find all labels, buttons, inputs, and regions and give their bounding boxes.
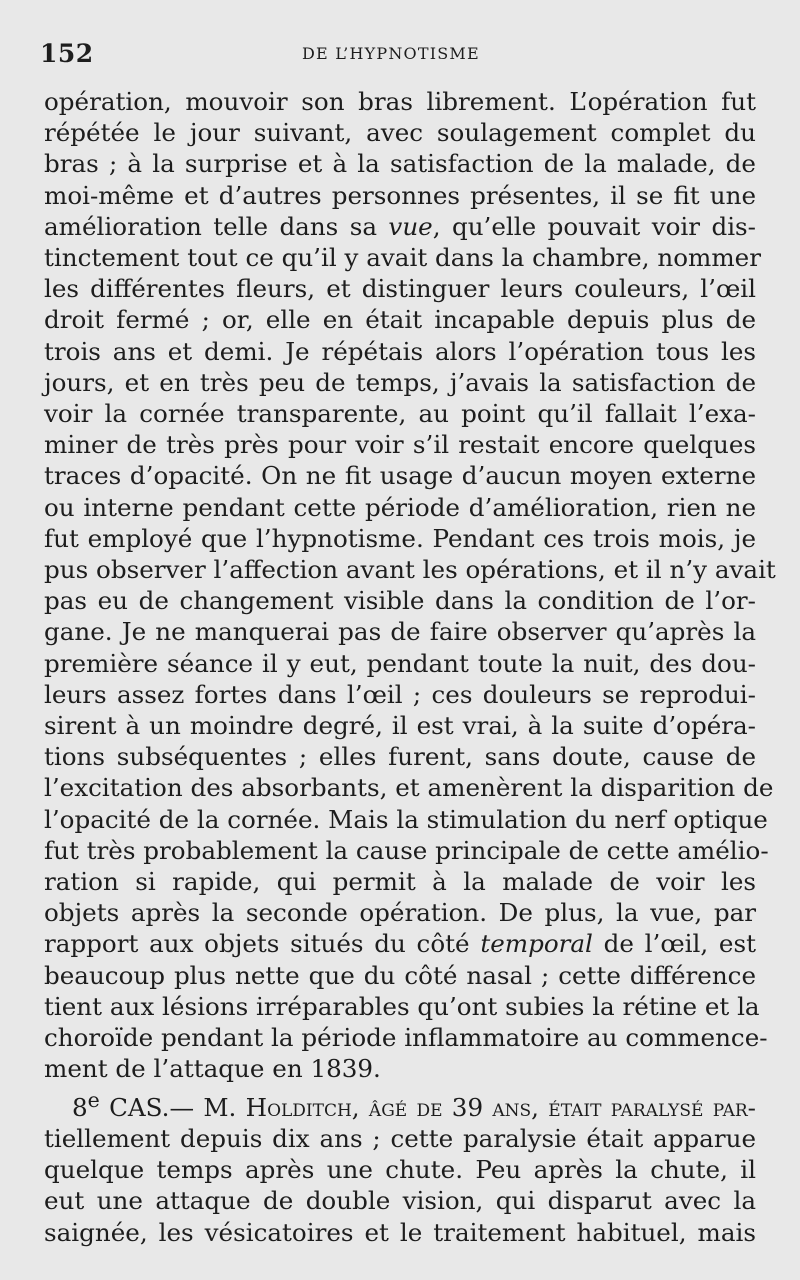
text-line: tiellement depuis dix ans ; cette paralysie était apparue	[44, 1123, 756, 1153]
text-line: pas eu de changement visible dans la condition de l’or-	[44, 586, 756, 616]
text-line: droit fermé ; or, elle en était incapable depuis plus de	[44, 305, 756, 335]
text-line: répétée le jour suivant, avec soulagement complet du	[44, 118, 756, 148]
text-line: ment de l’attaque en 1839.	[44, 1054, 381, 1084]
text-line: première séance il y eut, pendant toute la nuit, des dou-	[44, 648, 756, 678]
text-line: eut une attaque de double vision, qui disparut avec la	[44, 1186, 756, 1216]
text-line: beaucoup plus nette que du côté nasal ; cette différence	[44, 960, 756, 990]
text-line: l’opacité de la cornée. Mais la stimulation du nerf optique	[44, 804, 768, 834]
text-line: jours, et en très peu de temps, j’avais la satisfaction de	[44, 367, 756, 397]
text-line: les différentes fleurs, et distinguer leurs couleurs, l’œil	[44, 274, 756, 304]
text-line: voir la cornée transparente, au point qu’il fallait l’exa-	[44, 399, 756, 429]
text-line: sirent à un moindre degré, il est vrai, à la suite d’opéra-	[44, 711, 756, 741]
text-line: pus observer l’affection avant les opérations, et il n’y avait	[44, 555, 776, 585]
page-header	[40, 38, 758, 70]
text-line: tient aux lésions irréparables qu’ont subies la rétine et la	[44, 991, 760, 1021]
text-line: amélioration telle dans sa vue, qu’elle pouvait voir dis-	[44, 211, 756, 241]
text-line: ou interne pendant cette période d’amélioration, rien ne	[44, 492, 756, 522]
text-line: moi-même et d’autres personnes présentes, il se fit une	[44, 180, 756, 210]
text-line: rapport aux objets situés du côté temporal de l’œil, est	[44, 929, 756, 959]
running-title: DE L’HYPNOTISME	[302, 44, 480, 63]
case-heading-line: 8e CAS.— M. Holditch, âgé de 39 ans, était paralysé par-	[72, 1087, 756, 1122]
italic-word-temporal: temporal	[480, 929, 593, 959]
text-line: tinctement tout ce qu’il y avait dans la chambre, nommer	[44, 243, 761, 273]
text-line: bras ; à la surprise et à la satisfaction de la malade, de	[44, 149, 756, 179]
text-line: saignée, les vésicatoires et le traitement habituel, mais	[44, 1217, 756, 1247]
text-line: fut employé que l’hypnotisme. Pendant ces trois mois, je	[44, 523, 756, 553]
body-text	[44, 86, 776, 1248]
text-line: traces d’opacité. On ne fit usage d’aucun moyen externe	[44, 461, 756, 491]
ordinal-superscript: e	[87, 1087, 100, 1112]
text-line: quelque temps après une chute. Peu après la chute, il	[44, 1155, 756, 1185]
text-line: miner de très près pour voir s’il restait encore quelques	[44, 430, 756, 460]
text-line: tions subséquentes ; elles furent, sans doute, cause de	[44, 742, 756, 772]
text-line: opération, mouvoir son bras librement. L’opération fut	[44, 87, 756, 116]
text-line: gane. Je ne manquerai pas de faire observer qu’après la	[44, 617, 756, 647]
text-line: leurs assez fortes dans l’œil ; ces douleurs se reprodui-	[44, 679, 756, 709]
italic-word-vue: vue	[388, 211, 433, 241]
page-number: 152	[40, 39, 94, 68]
text-line: objets après la seconde opération. De plus, la vue, par	[44, 898, 756, 928]
text-line: l’excitation des absorbants, et amenèrent la disparition de	[44, 773, 774, 803]
text-line: fut très probablement la cause principale de cette amélio-	[44, 835, 769, 865]
text-line: choroïde pendant la période inflammatoire au commence-	[44, 1023, 768, 1053]
text-line: trois ans et demi. Je répétais alors l’opération tous les	[44, 336, 756, 366]
text-line: ration si rapide, qui permit à la malade de voir les	[44, 867, 756, 897]
